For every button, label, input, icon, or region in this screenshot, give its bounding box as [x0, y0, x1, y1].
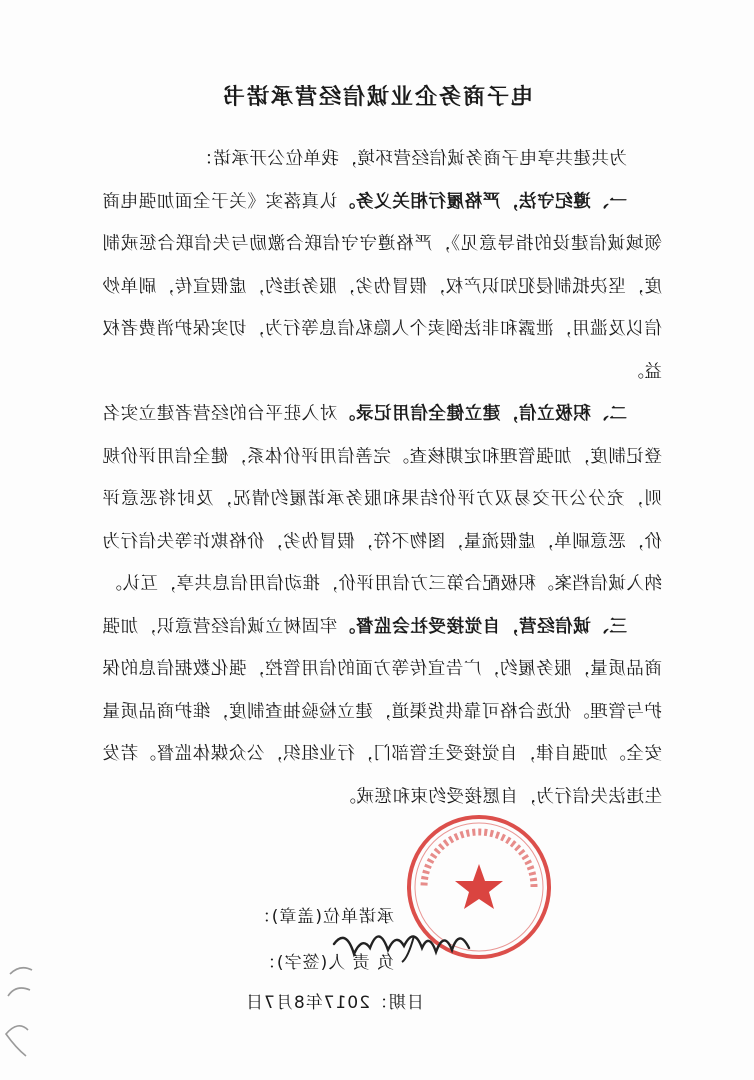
section-2 — [102, 393, 662, 606]
section-2-heading: 二、积极立信，建立健全信用记录。 — [337, 404, 627, 424]
document-body — [102, 138, 662, 818]
handwritten-signature — [324, 918, 474, 968]
unit-label: 承诺单位(盖章)： — [252, 907, 394, 927]
section-1-body: 认真落实《关于全面加强电商领域诚信建设的指导意见》，严格遵守守信联合激励与失信联合惩戒制度，坚决抵制侵犯知识产权，假冒伪劣，服务违约，虚假宣传，刷单炒信以及滥用，泄露和非法倒卖个人隐私信息等行为，切实保护消费者权益。 — [101, 191, 662, 382]
date-line: 日期：2017年8月7日 — [245, 993, 424, 1013]
section-3-heading: 三、诚信经营，自觉接受社会监督。 — [337, 616, 627, 637]
margin-handwriting — [0, 960, 40, 1070]
section-1 — [102, 181, 662, 394]
section-3 — [102, 606, 662, 819]
section-1-heading: 一、遵纪守法，严格履行相关义务。 — [337, 191, 627, 212]
responsible-person-label: 负 责 人(签字)： — [257, 953, 394, 973]
section-2-body: 对入驻平台的经营者建立实名登记制度，加强管理和定期核查。完善信用评价体系，健全信用评价规则，充分公开交易双方评价结果和服务承诺履约情况，及时将恶意评价，恶意刷单，虚假流量，图物不符，假冒伪劣，价格欺诈等失信行为纳入诚信档案。积极配合第三方信用评价，推动信用信息共享，互认。 — [101, 404, 662, 594]
section-3-body: 牢固树立诚信经营意识，加强商品质量，服务履约，广告宣传等方面的信用管控，强化数据信息的保护与管理。优选合格可靠供货渠道，建立检验抽查制度，维护商品质量安全。加强自律，自觉接受主管部门，行业组织，公众媒体监督。若发生违法失信行为，自愿接受约束和惩戒。 — [101, 616, 662, 807]
page-title: 电子商务企业诚信经营承诺书 — [221, 85, 534, 110]
intro-paragraph: 为共建共享电子商务诚信经营环境，我单位公开承诺： — [195, 149, 627, 169]
